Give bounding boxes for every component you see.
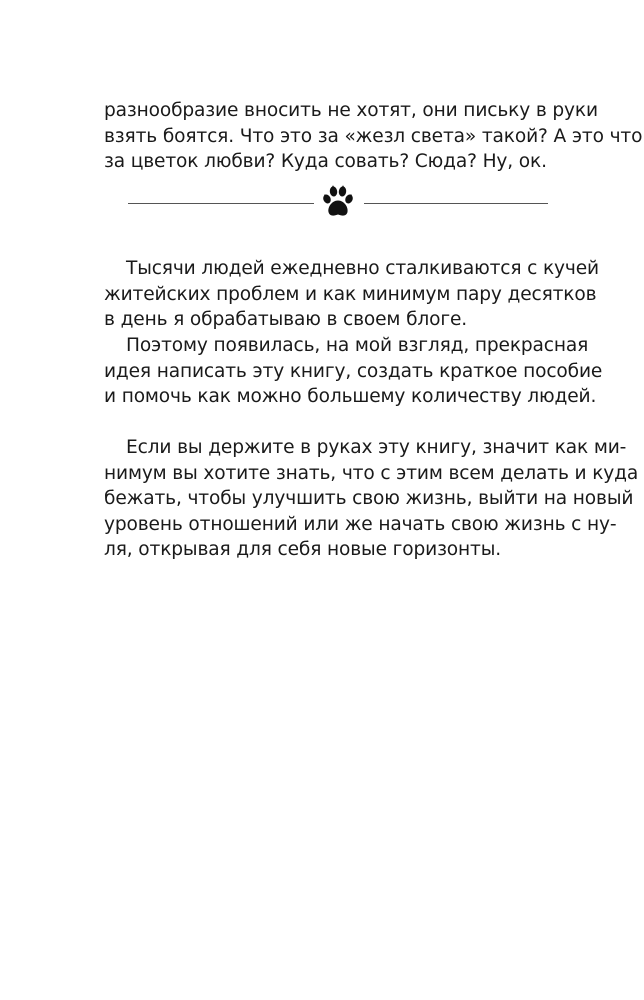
text-line: житейских проблем и как минимум пару десятков bbox=[104, 283, 597, 305]
text-line: ля, открывая для себя новые горизонты. bbox=[104, 539, 502, 560]
text-line: уровень отношений или же начать свою жизнь с ну- bbox=[104, 513, 617, 535]
text-line: за цветок любви? Куда совать? Сюда? Ну, ок. bbox=[104, 151, 547, 172]
intro-paragraph bbox=[104, 98, 643, 175]
text-line: разнообразие вносить не хотят, они письку в руки bbox=[104, 100, 598, 121]
text-line: идея написать эту книгу, создать краткое пособие bbox=[104, 360, 603, 382]
divider-rule-left bbox=[128, 203, 314, 204]
paragraph-1 bbox=[104, 256, 599, 333]
text-line: взять боятся. Что это за «жезл света» такой? А это что bbox=[104, 125, 643, 147]
paragraph-3 bbox=[104, 435, 639, 563]
paw-icon bbox=[321, 184, 355, 220]
text-line: Тысячи людей ежедневно сталкиваются с кучей bbox=[126, 258, 599, 279]
text-line: и помочь как можно большему количеству людей. bbox=[104, 386, 597, 407]
section-divider bbox=[128, 184, 548, 220]
text-line: нимум вы хотите знать, что с этим всем делать и куда bbox=[104, 462, 639, 484]
text-line: бежать, чтобы улучшить свою жизнь, выйти на новый bbox=[104, 488, 634, 509]
text-line: Если вы держите в руках эту книгу, значит как ми- bbox=[126, 437, 627, 458]
text-line: в день я обрабатываю в своем блоге. bbox=[104, 309, 468, 330]
divider-rule-right bbox=[364, 203, 548, 204]
text-line: Поэтому появилась, на мой взгляд, прекрасная bbox=[126, 335, 589, 356]
paragraph-2 bbox=[104, 333, 603, 410]
